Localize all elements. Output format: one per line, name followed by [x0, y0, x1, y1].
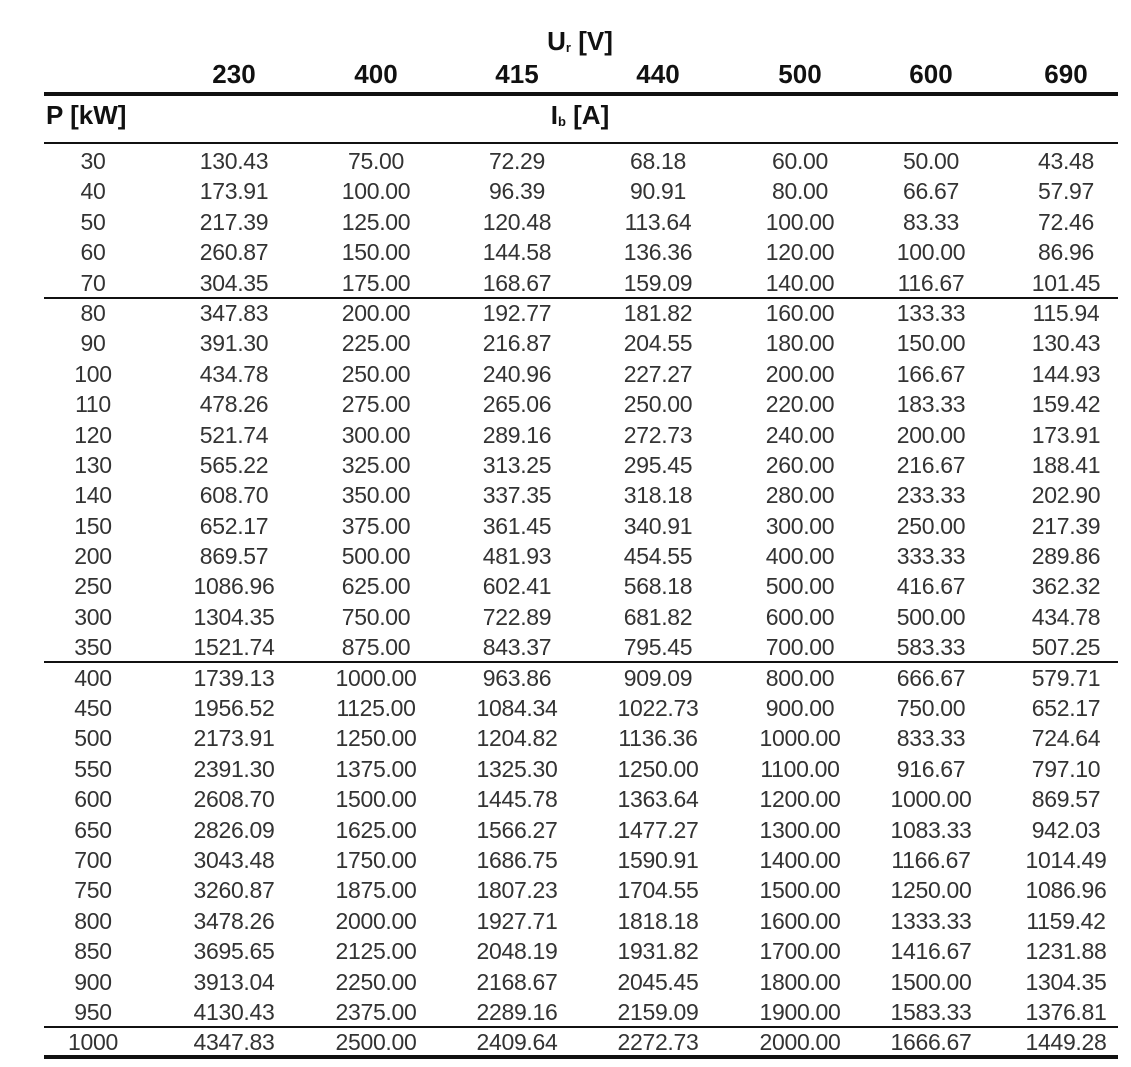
current-cell: 2000.00: [759, 1029, 841, 1056]
current-cell: 2272.73: [617, 1029, 699, 1056]
current-cell: 233.33: [896, 482, 966, 509]
current-cell: 115.94: [1032, 299, 1100, 326]
current-cell: 507.25: [1031, 634, 1101, 661]
current-cell: 1375.00: [335, 755, 417, 782]
current-cell: 100.00: [896, 239, 966, 266]
current-unit: [A]: [565, 100, 610, 130]
current-cell: 150.00: [896, 330, 966, 357]
current-cell: 318.18: [623, 482, 693, 509]
current-cell: 500.00: [341, 543, 411, 570]
current-cell: 272.73: [623, 421, 693, 448]
table-row: [0, 389, 1131, 419]
current-cell: 1000.00: [759, 725, 841, 752]
table-body: [0, 146, 1131, 1058]
current-cell: 159.09: [623, 269, 693, 296]
current-cell: 200.00: [896, 421, 966, 448]
current-cell: 1521.74: [193, 634, 275, 661]
current-cell: 289.86: [1031, 543, 1101, 570]
table-bottom-rule: [44, 1055, 1118, 1059]
current-cell: 681.82: [623, 603, 693, 630]
table-row: [0, 298, 1131, 328]
table-row: [0, 146, 1131, 176]
current-cell: 75.00: [347, 148, 405, 174]
current-cell: 608.70: [199, 482, 269, 509]
current-cell: 1086.96: [193, 573, 275, 600]
power-cell: 130: [74, 451, 112, 478]
table-row: [0, 845, 1131, 875]
current-cell: 340.91: [623, 512, 693, 539]
current-subscript: b: [557, 114, 566, 129]
current-cell: 2159.09: [617, 998, 699, 1025]
current-cell: 333.33: [896, 543, 966, 570]
current-cell: 120.00: [765, 239, 835, 266]
current-cell: 1333.33: [890, 907, 972, 934]
power-cell: 550: [74, 755, 112, 782]
current-cell: 1583.33: [890, 998, 972, 1025]
current-cell: 652.17: [1031, 695, 1101, 722]
current-cell: 1927.71: [476, 907, 558, 934]
current-cell: 1625.00: [335, 816, 417, 843]
current-cell: 1449.28: [1025, 1029, 1107, 1056]
table-row: [0, 1027, 1131, 1057]
power-cell: 500: [74, 725, 112, 752]
current-cell: 347.83: [199, 299, 269, 326]
table-row: [0, 237, 1131, 267]
current-cell: 1704.55: [617, 877, 699, 904]
power-cell: 70: [80, 269, 106, 296]
table-row: [0, 815, 1131, 845]
current-cell: 2125.00: [335, 938, 417, 965]
current-cell: 183.33: [896, 391, 966, 418]
current-cell: 1500.00: [890, 968, 972, 995]
current-cell: 1022.73: [617, 695, 699, 722]
current-cell: 101.45: [1031, 269, 1101, 296]
current-cell: 481.93: [482, 543, 552, 570]
table-row: [0, 936, 1131, 966]
current-cell: 1739.13: [193, 664, 275, 691]
current-cell: 1304.35: [1025, 968, 1107, 995]
current-cell: 116.67: [897, 269, 965, 296]
current-cell: 160.00: [765, 299, 835, 326]
current-cell: 909.09: [623, 664, 693, 691]
current-cell: 1800.00: [759, 968, 841, 995]
current-cell: 391.30: [199, 330, 269, 357]
power-cell: 140: [74, 482, 112, 509]
current-cell: 4347.83: [193, 1029, 275, 1056]
current-cell: 280.00: [765, 482, 835, 509]
current-cell: 963.86: [482, 664, 552, 691]
current-cell: 83.33: [902, 208, 960, 235]
current-cell: 50.00: [902, 148, 960, 174]
voltage-column-header: 400: [354, 59, 398, 89]
current-cell: 1231.88: [1025, 938, 1107, 965]
current-cell: 521.74: [199, 421, 269, 448]
table-row: [0, 511, 1131, 541]
table-row: [0, 480, 1131, 510]
current-cell: 240.96: [482, 360, 552, 387]
voltage-unit-header: [490, 26, 670, 61]
current-cell: 1300.00: [759, 816, 841, 843]
current-cell: 1500.00: [759, 877, 841, 904]
power-cell: 60: [80, 239, 106, 266]
power-cell: 650: [74, 816, 112, 843]
current-cell: 1000.00: [890, 786, 972, 813]
voltage-column-header: 230: [212, 59, 256, 89]
power-cell: 400: [74, 664, 112, 691]
current-cell: 1166.67: [891, 846, 971, 873]
power-cell: 80: [80, 299, 106, 326]
current-cell: 1250.00: [617, 755, 699, 782]
table-row: [0, 328, 1131, 358]
current-cell: 150.00: [341, 239, 411, 266]
power-cell: 110: [75, 391, 111, 418]
voltage-column-header: 690: [1044, 59, 1088, 89]
table-row: [0, 268, 1131, 298]
table-row: [0, 420, 1131, 450]
current-cell: 250.00: [896, 512, 966, 539]
voltage-unit: [V]: [570, 26, 613, 56]
power-cell: 350: [74, 634, 112, 661]
current-cell: 2391.30: [193, 755, 275, 782]
table-row: [0, 602, 1131, 632]
voltage-subscript: r: [565, 40, 571, 55]
current-cell: 227.27: [623, 360, 693, 387]
current-cell: 869.57: [1031, 786, 1101, 813]
current-cell: 375.00: [341, 512, 411, 539]
current-cell: 1666.67: [890, 1029, 972, 1056]
current-cell: 602.41: [482, 573, 552, 600]
current-cell: 875.00: [341, 634, 411, 661]
current-cell: 400.00: [765, 543, 835, 570]
current-cell: 1125.00: [336, 695, 416, 722]
current-cell: 80.00: [771, 178, 829, 205]
current-cell: 1477.27: [617, 816, 699, 843]
current-cell: 1084.34: [476, 695, 558, 722]
current-cell: 2168.67: [476, 968, 558, 995]
current-cell: 225.00: [341, 330, 411, 357]
current-cell: 1900.00: [759, 998, 841, 1025]
current-cell: 60.00: [771, 148, 829, 174]
voltage-symbol: U: [547, 26, 566, 56]
current-cell: 2289.16: [476, 998, 558, 1025]
current-cell: 750.00: [896, 695, 966, 722]
power-cell: 750: [74, 877, 112, 904]
current-cell: 1931.82: [617, 938, 699, 965]
current-cell: 43.48: [1037, 148, 1095, 174]
power-cell: 850: [74, 938, 112, 965]
current-cell: 159.42: [1031, 391, 1101, 418]
current-cell: 3478.26: [193, 907, 275, 934]
current-cell: 181.82: [623, 299, 693, 326]
table-row: [0, 571, 1131, 601]
current-cell: 1416.67: [890, 938, 972, 965]
current-cell: 434.78: [1031, 603, 1101, 630]
current-cell: 1700.00: [759, 938, 841, 965]
current-cell: 1875.00: [335, 877, 417, 904]
current-cell: 2045.45: [617, 968, 699, 995]
current-cell: 216.87: [482, 330, 552, 357]
table-row: [0, 784, 1131, 814]
current-cell: 916.67: [896, 755, 966, 782]
current-unit-header: [490, 100, 670, 135]
current-cell: 72.46: [1037, 208, 1095, 235]
current-cell: 3913.04: [193, 968, 275, 995]
current-cell: 800.00: [765, 664, 835, 691]
current-cell: 175.00: [341, 269, 411, 296]
current-cell: 68.18: [629, 148, 687, 174]
current-cell: 1250.00: [890, 877, 972, 904]
current-cell: 86.96: [1037, 239, 1095, 266]
voltage-column-header: 600: [909, 59, 953, 89]
current-cell: 416.67: [896, 573, 966, 600]
current-cell: 120.48: [482, 208, 552, 235]
current-cell: 216.67: [896, 451, 966, 478]
power-cell: 120: [74, 421, 112, 448]
current-cell: 350.00: [341, 482, 411, 509]
current-cell: 795.45: [623, 634, 693, 661]
current-cell: 90.91: [629, 178, 687, 205]
current-cell: 2608.70: [193, 786, 275, 813]
table-row: [0, 450, 1131, 480]
current-cell: 942.03: [1031, 816, 1101, 843]
current-cell: 1445.78: [476, 786, 558, 813]
power-cell: 150: [74, 512, 112, 539]
voltage-column-header: 440: [636, 59, 680, 89]
current-cell: 1807.23: [476, 877, 558, 904]
current-cell: 260.87: [199, 239, 269, 266]
current-cell: 1750.00: [335, 846, 417, 873]
current-cell: 1500.00: [335, 786, 417, 813]
power-cell: 950: [74, 998, 112, 1025]
current-cell: 478.26: [199, 391, 269, 418]
current-cell: 1100.00: [760, 755, 840, 782]
current-cell: 1159.42: [1026, 907, 1106, 934]
power-cell: 450: [74, 695, 112, 722]
current-cell: 3260.87: [193, 877, 275, 904]
current-cell: 1363.64: [617, 786, 699, 813]
current-cell: 700.00: [765, 634, 835, 661]
table-row: [0, 997, 1131, 1027]
current-cell: 724.64: [1031, 725, 1101, 752]
current-cell: 750.00: [341, 603, 411, 630]
current-cell: 600.00: [765, 603, 835, 630]
current-cell: 2173.91: [193, 725, 275, 752]
table-row: [0, 176, 1131, 206]
current-cell: 96.39: [488, 178, 546, 205]
current-cell: 295.45: [623, 451, 693, 478]
table-row: [0, 754, 1131, 784]
power-cell: 1000: [68, 1029, 118, 1056]
table-row: [0, 723, 1131, 753]
current-cell: 173.91: [1031, 421, 1101, 448]
current-cell: 140.00: [765, 269, 835, 296]
current-cell: 300.00: [765, 512, 835, 539]
current-cell: 166.67: [896, 360, 966, 387]
current-cell: 325.00: [341, 451, 411, 478]
table-row: [0, 967, 1131, 997]
current-cell: 869.57: [199, 543, 269, 570]
table-row: [0, 663, 1131, 693]
current-cell: 3043.48: [193, 846, 275, 873]
current-cell: 625.00: [341, 573, 411, 600]
current-cell: 300.00: [341, 421, 411, 448]
current-cell: 100.00: [765, 208, 835, 235]
current-cell: 2409.64: [476, 1029, 558, 1056]
current-cell: 2250.00: [335, 968, 417, 995]
current-cell: 1204.82: [476, 725, 558, 752]
current-cell: 565.22: [199, 451, 269, 478]
current-cell: 188.41: [1031, 451, 1101, 478]
table-header: [0, 0, 1131, 146]
current-cell: 72.29: [488, 148, 546, 174]
power-cell: 900: [74, 968, 112, 995]
current-cell: 250.00: [623, 391, 693, 418]
current-cell: 133.33: [896, 299, 966, 326]
current-cell: 180.00: [765, 330, 835, 357]
current-cell: 666.67: [896, 664, 966, 691]
current-symbol: I: [550, 100, 558, 130]
current-cell: 200.00: [341, 299, 411, 326]
current-cell: 4130.43: [193, 998, 275, 1025]
current-cell: 1014.49: [1025, 846, 1107, 873]
table-row: [0, 359, 1131, 389]
current-cell: 289.16: [482, 421, 552, 448]
current-cell: 1376.81: [1025, 998, 1107, 1025]
current-cell: 275.00: [341, 391, 411, 418]
current-cell: 130.43: [1031, 330, 1101, 357]
voltage-column-header: 500: [778, 59, 822, 89]
current-cell: 579.71: [1031, 664, 1101, 691]
current-cell: 66.67: [902, 178, 960, 205]
current-cell: 2000.00: [335, 907, 417, 934]
current-cell: 1590.91: [617, 846, 699, 873]
current-cell: 192.77: [482, 299, 552, 326]
power-cell: 90: [80, 330, 106, 357]
current-cell: 240.00: [765, 421, 835, 448]
current-cell: 722.89: [482, 603, 552, 630]
current-cell: 113.64: [624, 208, 692, 235]
current-cell: 57.97: [1037, 178, 1095, 205]
current-cell: 337.35: [482, 482, 552, 509]
current-cell: 136.36: [623, 239, 693, 266]
current-cell: 200.00: [765, 360, 835, 387]
power-cell: 40: [80, 178, 106, 205]
current-cell: 2048.19: [476, 938, 558, 965]
current-cell: 3695.65: [193, 938, 275, 965]
current-cell: 1200.00: [759, 786, 841, 813]
current-cell: 250.00: [341, 360, 411, 387]
current-cell: 144.58: [482, 239, 552, 266]
current-cell: 220.00: [765, 391, 835, 418]
current-cell: 100.00: [341, 178, 411, 205]
power-cell: 300: [74, 603, 112, 630]
current-cell: 217.39: [1031, 512, 1101, 539]
current-cell: 202.90: [1031, 482, 1101, 509]
current-cell: 2375.00: [335, 998, 417, 1025]
current-cell: 434.78: [199, 360, 269, 387]
current-cell: 1000.00: [335, 664, 417, 691]
current-cell: 652.17: [199, 512, 269, 539]
voltage-column-header: 415: [495, 59, 539, 89]
current-cell: 2500.00: [335, 1029, 417, 1056]
current-cell: 1400.00: [759, 846, 841, 873]
power-cell: 800: [74, 907, 112, 934]
current-cell: 362.32: [1031, 573, 1101, 600]
current-cell: 1686.75: [476, 846, 558, 873]
power-cell: 600: [74, 786, 112, 813]
current-cell: 1325.30: [476, 755, 558, 782]
current-cell: 1818.18: [617, 907, 699, 934]
power-cell: 250: [74, 573, 112, 600]
current-cell: 568.18: [623, 573, 693, 600]
current-cell: 500.00: [896, 603, 966, 630]
power-cell: 200: [74, 543, 112, 570]
table-row: [0, 906, 1131, 936]
table-row: [0, 632, 1131, 662]
power-cell: 700: [74, 846, 112, 873]
current-cell: 304.35: [199, 269, 269, 296]
table-row: [0, 875, 1131, 905]
power-cell: 30: [80, 148, 106, 174]
current-cell: 217.39: [199, 208, 269, 235]
current-cell: 900.00: [765, 695, 835, 722]
current-cell: 265.06: [482, 391, 552, 418]
current-cell: 361.45: [482, 512, 552, 539]
current-cell: 1566.27: [476, 816, 558, 843]
current-cell: 168.67: [482, 269, 552, 296]
current-cell: 1956.52: [193, 695, 275, 722]
table-row: [0, 207, 1131, 237]
current-cell: 125.00: [341, 208, 411, 235]
current-cell: 204.55: [623, 330, 693, 357]
current-cell: 1250.00: [335, 725, 417, 752]
current-cell: 313.25: [482, 451, 552, 478]
current-cell: 173.91: [199, 178, 269, 205]
table-row: [0, 541, 1131, 571]
current-cell: 1086.96: [1025, 877, 1107, 904]
current-cell: 833.33: [896, 725, 966, 752]
current-cell: 500.00: [765, 573, 835, 600]
table-row: [0, 693, 1131, 723]
current-cell: 843.37: [482, 634, 552, 661]
current-cell: 130.43: [199, 148, 269, 174]
current-cell: 1083.33: [890, 816, 972, 843]
current-cell: 1304.35: [193, 603, 275, 630]
current-cell: 260.00: [765, 451, 835, 478]
header-bottom-rule: [44, 142, 1118, 144]
power-cell: 100: [74, 360, 112, 387]
current-cell: 797.10: [1031, 755, 1101, 782]
current-cell: 1136.36: [618, 725, 698, 752]
current-cell: 1600.00: [759, 907, 841, 934]
header-divider: [44, 92, 1118, 96]
current-cell: 454.55: [623, 543, 693, 570]
current-cell: 2826.09: [193, 816, 275, 843]
current-cell: 583.33: [896, 634, 966, 661]
power-column-header: P [kW]: [46, 100, 127, 130]
power-cell: 50: [80, 208, 106, 235]
current-cell: 144.93: [1031, 360, 1101, 387]
